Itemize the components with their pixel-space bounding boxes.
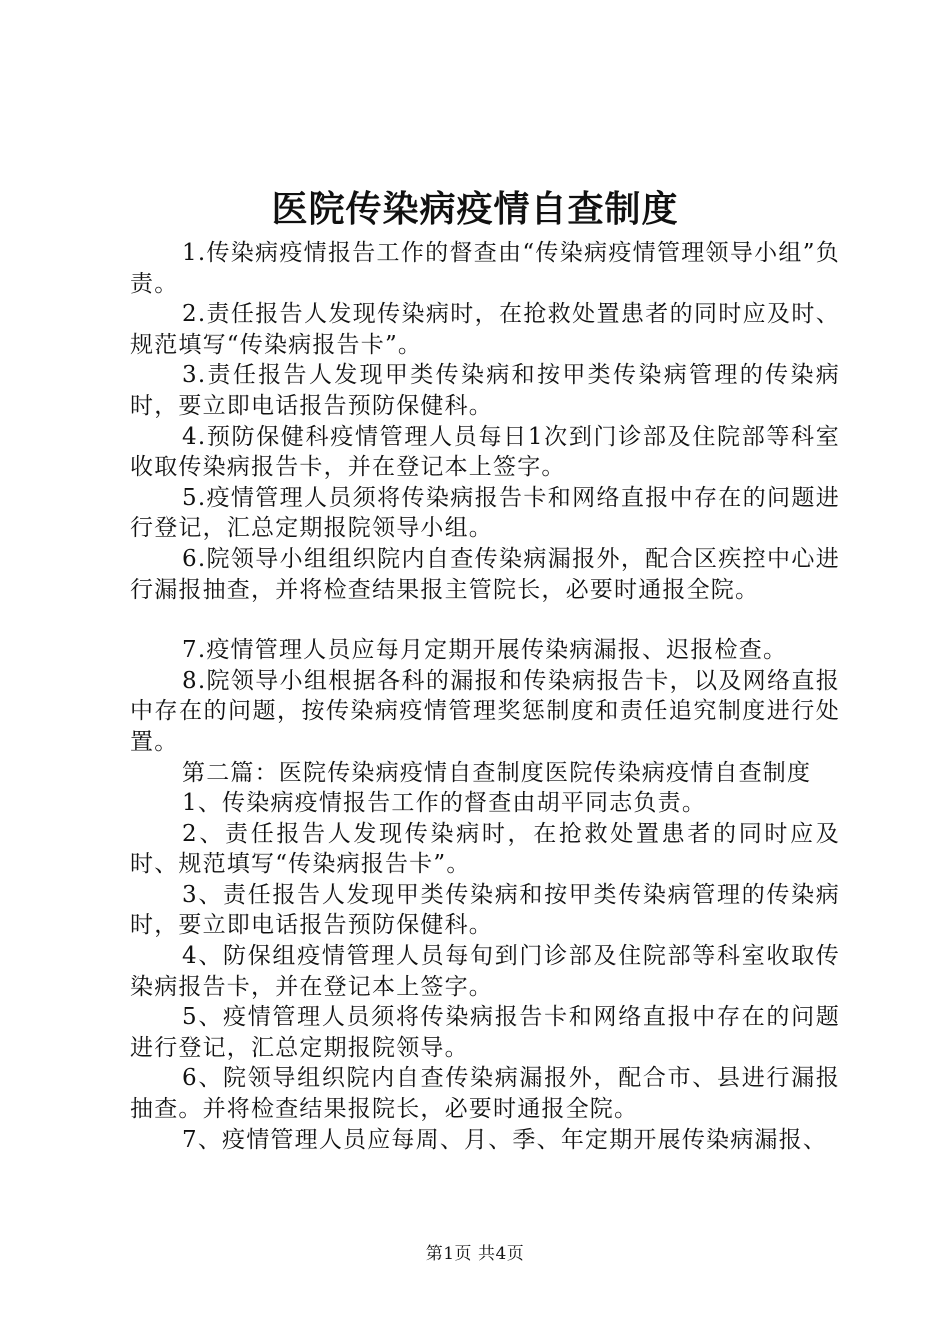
paragraph-5: 5.疫情管理人员须将传染病报告卡和网络直报中存在的问题进行登记，汇总定期报院领导小组。 [130,484,840,542]
page-footer: 第1页 共4页 [425,1244,525,1264]
document-body [130,238,840,1155]
paragraph-2-7: 7、疫情管理人员应每周、月、季、年定期开展传染病漏报、 [182,1126,828,1153]
paragraph-8: 8.院领导小组根据各科的漏报和传染病报告卡，以及网络直报中存在的问题，按传染病疫情管理奖惩制度和责任追究制度进行处置。 [130,667,840,755]
paragraph-2-2: 2、责任报告人发现传染病时，在抢救处置患者的同时应及时、规范填写“传染病报告卡”。 [130,820,840,878]
paragraph-3: 3.责任报告人发现甲类传染病和按甲类传染病管理的传染病时，要立即电话报告预防保健科。 [130,362,840,419]
paragraph-2-6: 6、院领导组织院内自查传染病漏报外，配合市、县进行漏报抽查。并将检查结果报院长，必要时通报全院。 [130,1065,840,1123]
paragraph-2-1: 1、传染病疫情报告工作的督查由胡平同志负责。 [182,790,707,817]
paragraph-4: 4.预防保健科疫情管理人员每日1次到门诊部及住院部等科室收取传染病报告卡，并在登记本上签字。 [130,423,840,481]
document-title: 医院传染病疫情自查制度 [271,188,679,230]
paragraph-2-5: 5、疫情管理人员须将传染病报告卡和网络直报中存在的问题进行登记，汇总定期报院领导。 [130,1004,840,1061]
paragraph-2-4: 4、防保组疫情管理人员每旬到门诊部及住院部等科室收取传染病报告卡，并在登记本上签字。 [130,943,840,1000]
paragraph-1: 1.传染病疫情报告工作的督查由“传染病疫情管理领导小组”负责。 [130,240,840,297]
paragraph-7: 7.疫情管理人员应每月定期开展传染病漏报、迟报检查。 [182,637,788,664]
paragraph-2: 2.责任报告人发现传染病时，在抢救处置患者的同时应及时、规范填写“传染病报告卡”。 [130,301,840,358]
paragraph-2-3: 3、责任报告人发现甲类传染病和按甲类传染病管理的传染病时，要立即电话报告预防保健科。 [130,881,840,939]
section-two-heading: 第二篇：医院传染病疫情自查制度医院传染病疫情自查制度 [182,759,812,786]
paragraph-6: 6.院领导小组组织院内自查传染病漏报外，配合区疾控中心进行漏报抽查，并将检查结果报主管院长，必要时通报全院。 [130,545,840,603]
